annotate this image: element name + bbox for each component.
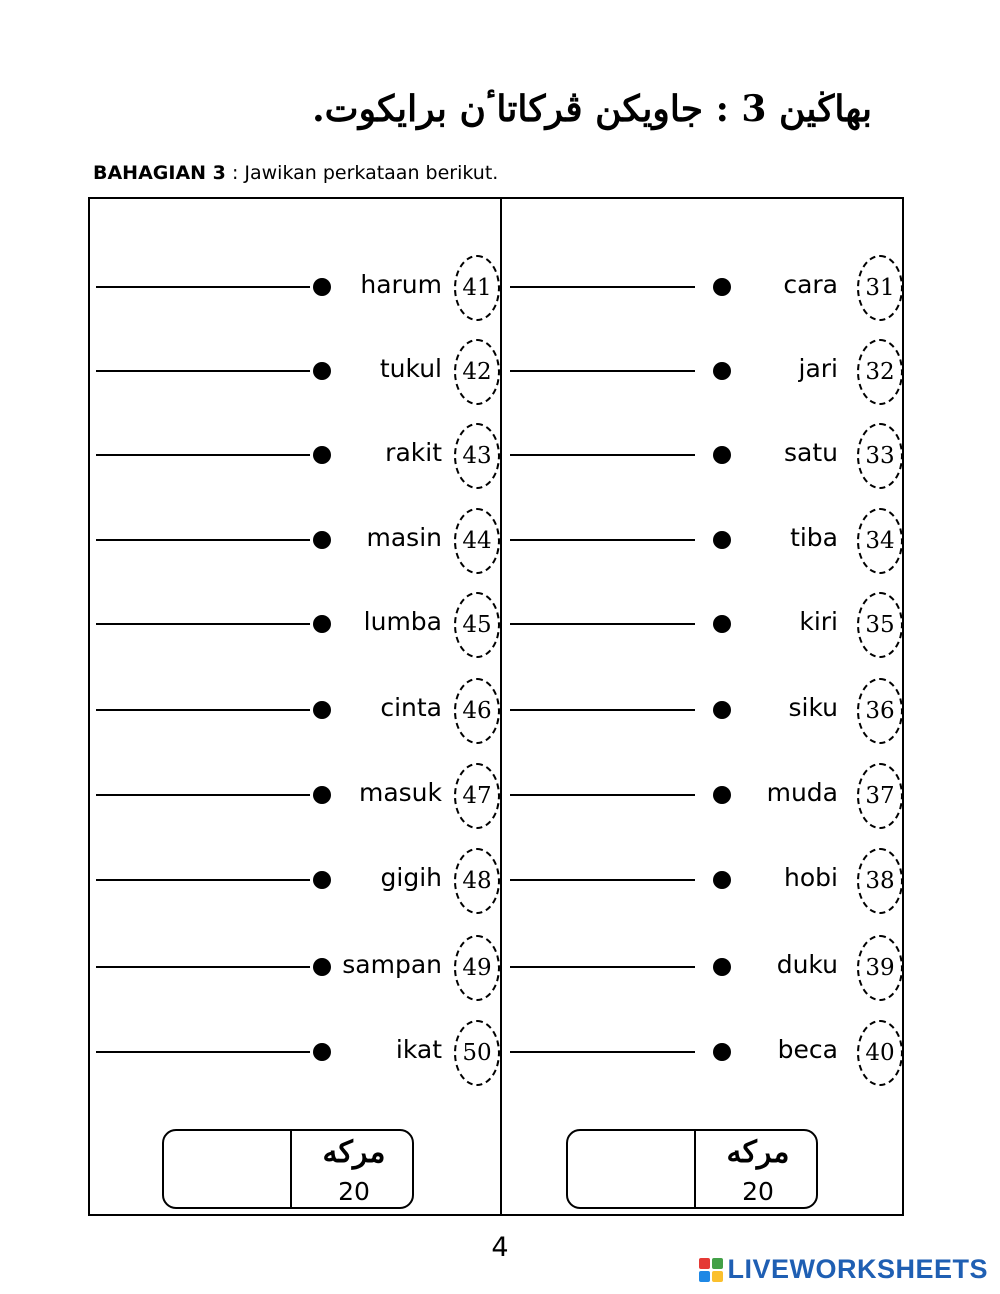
bullet-dot (713, 1043, 731, 1061)
bullet-dot (713, 278, 731, 296)
marks-total: 20 (338, 1177, 370, 1206)
question-word: hobi (784, 863, 838, 892)
marks-box-right (566, 1129, 818, 1209)
question-number: 40 (857, 1020, 903, 1086)
bullet-dot (713, 958, 731, 976)
question-word: rakit (385, 438, 442, 467)
question-row (0, 760, 1000, 830)
question-word: tiba (790, 523, 838, 552)
marks-label: مرکه (726, 1135, 790, 1170)
answer-line[interactable] (510, 370, 695, 372)
question-word: siku (788, 693, 838, 722)
bullet-dot (713, 701, 731, 719)
brand-grid-icon (699, 1258, 723, 1282)
question-number: 47 (454, 763, 500, 829)
bullet-dot (713, 615, 731, 633)
question-number: 34 (857, 508, 903, 574)
question-number: 38 (857, 848, 903, 914)
answer-line[interactable] (510, 709, 695, 711)
answer-line[interactable] (510, 454, 695, 456)
answer-line[interactable] (510, 539, 695, 541)
question-word: duku (776, 950, 838, 979)
question-row (0, 675, 1000, 745)
brand-square (712, 1258, 723, 1269)
question-word: cara (783, 270, 838, 299)
question-row (0, 252, 1000, 322)
bullet-dot (713, 531, 731, 549)
liveworksheets-logo (699, 1254, 988, 1285)
question-number: 46 (454, 678, 500, 744)
answer-line[interactable] (510, 879, 695, 881)
question-row (0, 1017, 1000, 1087)
question-row (0, 505, 1000, 575)
section-instruction: : Jawikan perkataan berikut. (225, 162, 499, 184)
question-word: satu (784, 438, 838, 467)
question-number: 44 (454, 508, 500, 574)
question-word: cinta (380, 693, 442, 722)
bullet-dot (713, 871, 731, 889)
question-row (0, 589, 1000, 659)
question-number: 50 (454, 1020, 500, 1086)
question-row (0, 420, 1000, 490)
answer-line[interactable] (510, 794, 695, 796)
answer-line[interactable] (510, 623, 695, 625)
brand-square (699, 1271, 710, 1282)
question-number: 49 (454, 935, 500, 1001)
question-number: 39 (857, 935, 903, 1001)
bullet-dot (713, 446, 731, 464)
marks-box-left (162, 1129, 414, 1209)
question-number: 43 (454, 423, 500, 489)
bullet-dot (713, 786, 731, 804)
answer-line[interactable] (510, 966, 695, 968)
question-word: tukul (379, 354, 442, 383)
question-word: kiri (799, 607, 838, 636)
bullet-dot (713, 362, 731, 380)
question-row (0, 932, 1000, 1002)
question-word: harum (360, 270, 442, 299)
question-row (0, 845, 1000, 915)
question-row (0, 336, 1000, 406)
marks-label: مرکه (322, 1135, 386, 1170)
marks-total: 20 (742, 1177, 774, 1206)
question-word: beca (777, 1035, 838, 1064)
question-number: 45 (454, 592, 500, 658)
brand-square (712, 1271, 723, 1282)
answer-line[interactable] (510, 286, 695, 288)
section-subtitle (93, 162, 498, 184)
section-label: BAHAGIAN 3 (93, 162, 226, 184)
jawi-section-title: بهاڬين 3 : جاويکن ڤرکاتاٴن برايکوت. (312, 88, 872, 130)
question-word: muda (766, 778, 838, 807)
question-word: jari (798, 354, 838, 383)
question-number: 41 (454, 255, 500, 321)
question-number: 37 (857, 763, 903, 829)
question-number: 36 (857, 678, 903, 744)
question-word: lumba (363, 607, 442, 636)
question-number: 32 (857, 339, 903, 405)
answer-line[interactable] (510, 1051, 695, 1053)
brand-name: LIVEWORKSHEETS (727, 1254, 988, 1284)
brand-square (699, 1258, 710, 1269)
question-number: 42 (454, 339, 500, 405)
page-number: 4 (491, 1232, 509, 1263)
question-word: masuk (358, 778, 442, 807)
question-word: gigih (380, 863, 442, 892)
question-word: sampan (342, 950, 442, 979)
question-word: ikat (395, 1035, 442, 1064)
question-number: 48 (454, 848, 500, 914)
question-number: 31 (857, 255, 903, 321)
question-number: 33 (857, 423, 903, 489)
question-word: masin (366, 523, 442, 552)
question-number: 35 (857, 592, 903, 658)
